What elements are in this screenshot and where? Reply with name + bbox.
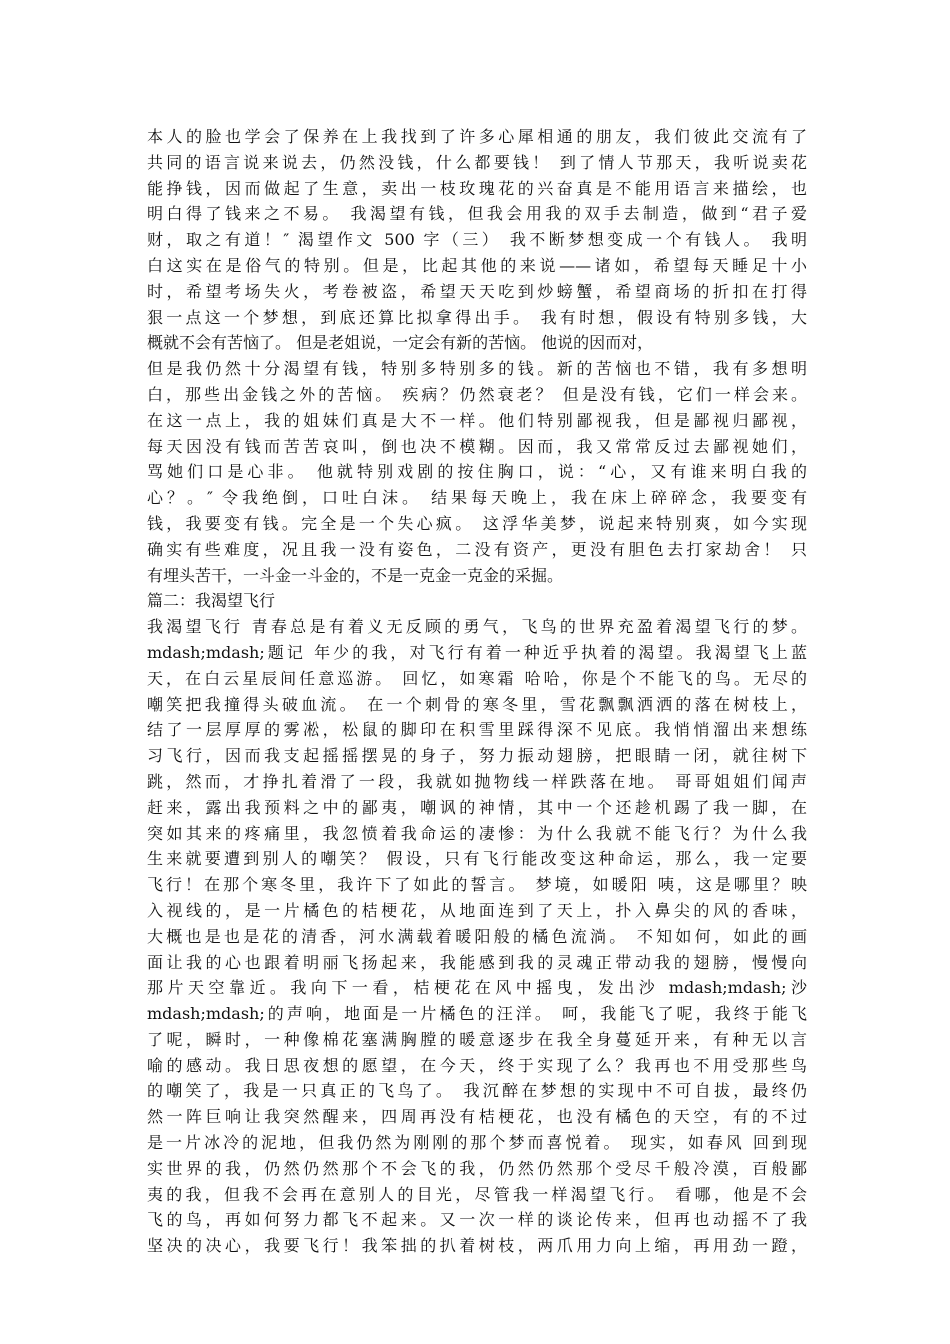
section-heading: 篇二：我渴望飞行 — [147, 591, 276, 611]
text-line: 本人的脸也学会了保养在上我找到了许多心犀相通的朋友，我们彼此交流有了 — [147, 127, 807, 146]
text-line: 有埋头苦干，一斗金一斗金的，不是一克金一克金的采掘。 — [147, 565, 564, 585]
text-line: 骂她们口是心非。 他就特别戏剧的按住胸口，说：“心，又有谁来明白我的 — [147, 462, 807, 482]
text-line: 但是我仍然十分渴望有钱，特别多特别多的钱。新的苦恼也不错，我有多想明 — [147, 359, 807, 379]
text-line: 飞行！在那个寒冬里，我许下了如此的誓言。 梦境，如暖阳 咦，这是哪里？映 — [147, 875, 807, 895]
text-line: 白这实在是俗气的特别。但是，比起其他的来说——诸如，希望每天睡足十小 — [147, 255, 807, 275]
text-line: 确实有些难度，况且我一没有姿色，二没有资产，更没有胆色去打家劫舍！ 只 — [147, 539, 807, 559]
text-line: 在这一点上，我的姐妹们真是大不一样。他们特别鄙视我，但是鄙视归鄙视， — [147, 410, 807, 430]
text-line: 每天因没有钱而苦苦哀叫，倒也决不模糊。因而，我又常常反过去鄙视她们， — [147, 436, 807, 456]
text-line: 能挣钱，因而做起了生意，卖出一枝玫瑰花的兴奋真是不能用语言来描绘，也 — [147, 178, 807, 198]
text-line: 嘲笑把我撞得头破血流。 在一个刺骨的寒冬里，雪花飘飘洒洒的落在树枝上， — [147, 694, 807, 714]
text-line: 入视线的，是一片橘色的桔梗花，从地面连到了天上，扑入鼻尖的风的香味， — [147, 900, 807, 920]
text-line: 钱，我要变有钱。完全是一个失心疯。 这浮华美梦，说起来特别爽，如今实现 — [147, 513, 807, 533]
paragraph-2 — [147, 614, 807, 1259]
text-line: 共同的语言说来说去，仍然没钱，什么都要钱！ 到了情人节那天，我听说卖花 — [147, 152, 807, 172]
text-line: 狠一点这一个梦想，到底还算比拟拿得出手。 我有时想，假设有特别多钱，大 — [147, 307, 807, 327]
text-line: 坚决的决心，我要飞行！我笨拙的扒着树枝，两爪用力向上缩，再用劲一蹬， — [147, 1236, 807, 1256]
text-line: 白，那些出金钱之外的苦恼。 疾病？仍然衰老？ 但是没有钱，它们一样会来。 — [147, 384, 807, 404]
text-line: 天，在白云星辰间任意巡游。 回忆，如寒霜 哈哈，你是个不能飞的鸟。无尽的 — [147, 668, 807, 688]
text-line: 财，取之有道！″ 渴望作文 500 字（三） 我不断梦想变成一个有钱人。 我明 — [147, 230, 807, 250]
text-line: 生来就要遭到别人的嘲笑？ 假设，只有飞行能改变这种命运，那么，我一定要 — [147, 849, 807, 869]
text-line: 明白得了钱来之不易。 我渴望有钱，但我会用我的双手去制造，做到“君子爱 — [147, 204, 807, 224]
text-line: 时，希望考场失火，考卷被盗，希望天天吃到炒螃蟹，希望商场的折扣在打得 — [147, 281, 807, 301]
text-line: 面让我的心也跟着明丽飞扬起来，我能感到我的灵魂正带动我的翅膀，慢慢向 — [147, 952, 807, 972]
text-line: 习飞行，因而我支起摇摇摆晃的身子，努力振动翅膀，把眼睛一闭，就往树下 — [147, 746, 807, 766]
text-line: 心？。″ 令我绝倒，口吐白沫。 结果每天晚上，我在床上碎碎念，我要变有 — [147, 488, 807, 508]
text-line: 了呢，瞬时，一种像棉花塞满胸膛的暖意逐步在我全身蔓延开来，有种无以言 — [147, 1029, 807, 1049]
text-line: 概就不会有苦恼了。 但是老姐说，一定会有新的苦恼。 他说的因而对， — [147, 333, 654, 353]
text-line: 突如其来的疼痛里，我忽愤着我命运的凄惨：为什么我就不能飞行？为什么我 — [147, 823, 807, 843]
text-line: 实世界的我，仍然仍然那个不会飞的我，仍然仍然那个受尽千般冷漠，百般鄙 — [147, 1158, 807, 1178]
text-line: 夷的我，但我不会再在意别人的目光，尽管我一样渴望飞行。 看哪，他是不会 — [147, 1184, 807, 1204]
text-line: 喻的感动。我日思夜想的愿望，在今天，终于实现了么？我再也不用受那些鸟 — [147, 1055, 807, 1075]
text-line: mdash;mdash;的声响，地面是一片橘色的汪洋。 呵，我能飞了呢，我终于能飞 — [147, 1004, 807, 1024]
text-line: mdash;mdash;题记 年少的我，对飞行有着一种近乎执着的渴望。我渴望飞上蓝 — [147, 642, 807, 662]
document-page — [147, 124, 807, 1259]
paragraph-1 — [147, 124, 807, 588]
text-line: 跳，然而，才挣扎着滑了一段，我就如抛物线一样跌落在地。 哥哥姐姐们闻声 — [147, 771, 807, 791]
text-line: 飞的鸟，再如何努力都飞不起来。又一次一样的谈论传来，但再也动摇不了我 — [147, 1210, 807, 1230]
text-line: 大概也是也是花的清香，河水满载着暖阳般的橘色流淌。 不知如何，如此的画 — [147, 926, 807, 946]
text-line: 结了一层厚厚的雾凇，松鼠的脚印在积雪里踩得深不见底。我悄悄溜出来想练 — [147, 720, 807, 740]
text-line: 赶来，露出我预料之中的鄙夷，嘲讽的神情，其中一个还趁机踢了我一脚，在 — [147, 797, 807, 817]
text-line: 我渴望飞行 青春总是有着义无反顾的勇气，飞鸟的世界充盈着渴望飞行的梦。 — [147, 617, 807, 637]
text-line: 然一阵巨响让我突然醒来，四周再没有桔梗花，也没有橘色的天空，有的不过 — [147, 1107, 807, 1127]
text-line: 是一片冰冷的泥地，但我仍然为刚刚的那个梦而喜悦着。 现实，如春风 回到现 — [147, 1133, 807, 1153]
text-line: 的嘲笑了，我是一只真正的飞鸟了。 我沉醉在梦想的实现中不可自拔，最终仍 — [147, 1081, 807, 1101]
text-line: 那片天空靠近。我向下一看，桔梗花在风中摇曳，发出沙 mdash;mdash;沙 — [147, 978, 807, 998]
